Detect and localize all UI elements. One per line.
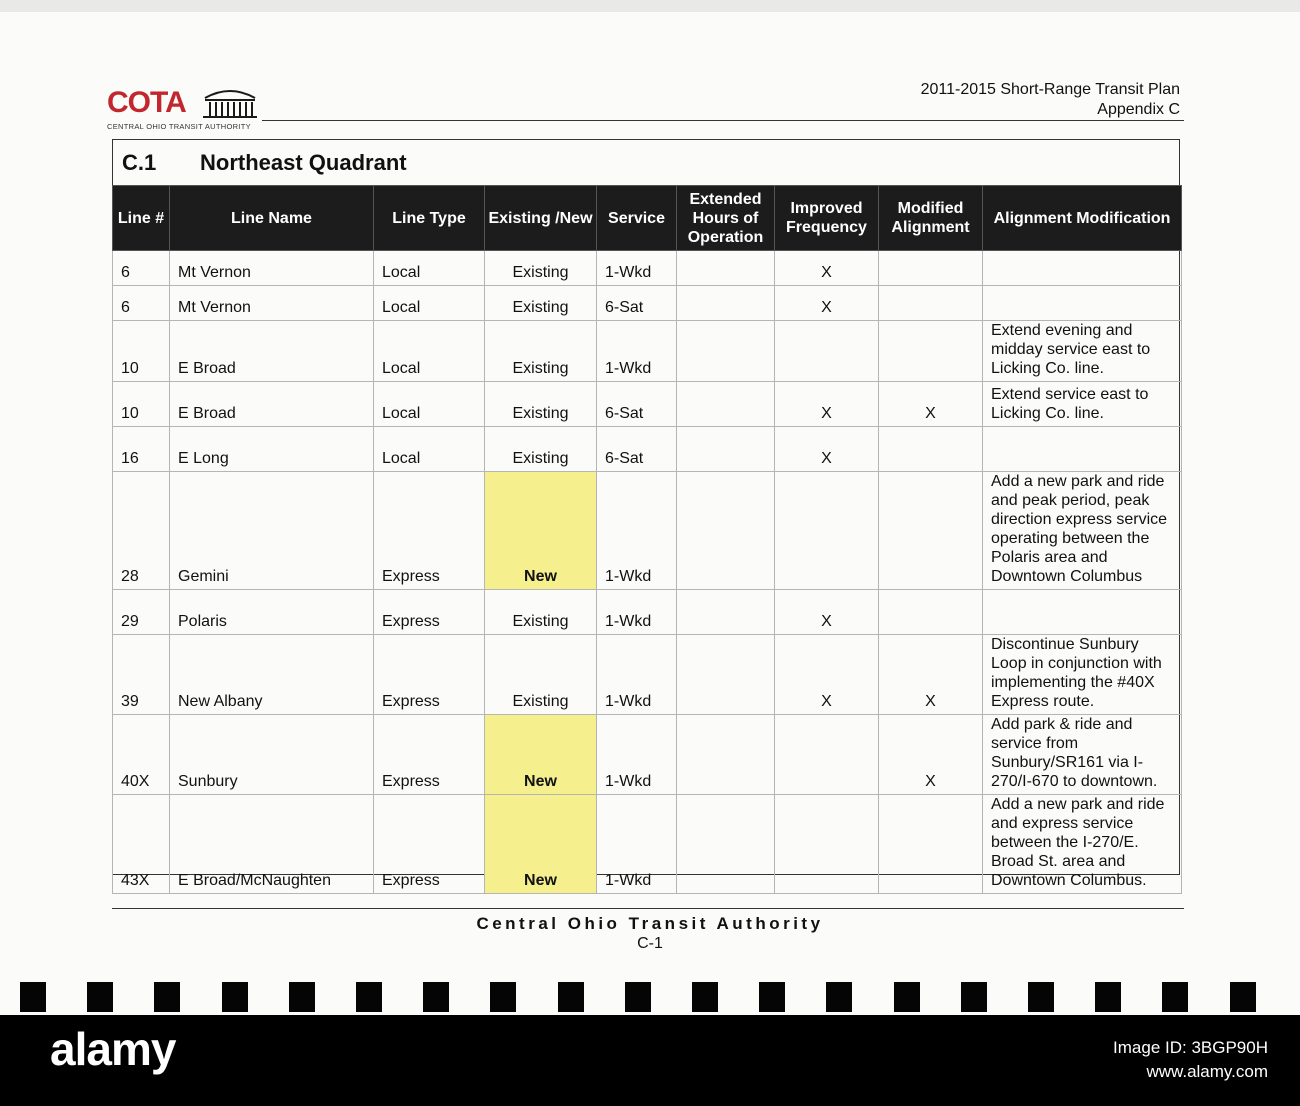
cell-modification bbox=[983, 286, 1182, 321]
cell-line: 6 bbox=[113, 286, 170, 321]
cell-line: 29 bbox=[113, 590, 170, 635]
header-rule bbox=[262, 120, 1184, 121]
cell-improved: X bbox=[775, 286, 879, 321]
cell-name: Mt Vernon bbox=[170, 251, 374, 286]
cell-improved: X bbox=[775, 635, 879, 715]
cell-extended bbox=[677, 382, 775, 427]
table-row bbox=[113, 382, 1182, 427]
cell-type: Express bbox=[374, 472, 485, 590]
binding-hole bbox=[894, 982, 920, 1012]
binding-hole bbox=[1162, 982, 1188, 1012]
cell-extended bbox=[677, 286, 775, 321]
cell-status: New bbox=[485, 795, 597, 894]
cell-modification: Add park & ride and service from Sunbury/SR161 via I-270/I-670 to downtown. bbox=[983, 715, 1182, 795]
cell-type: Express bbox=[374, 715, 485, 795]
cell-type: Local bbox=[374, 286, 485, 321]
cell-status: Existing bbox=[485, 382, 597, 427]
cell-service: 1-Wkd bbox=[597, 590, 677, 635]
table-row bbox=[113, 715, 1182, 795]
cell-name: E Broad/McNaughten bbox=[170, 795, 374, 894]
cell-modified bbox=[879, 472, 983, 590]
cell-status: Existing bbox=[485, 427, 597, 472]
cell-service: 6-Sat bbox=[597, 286, 677, 321]
cell-extended bbox=[677, 635, 775, 715]
cell-modification bbox=[983, 427, 1182, 472]
cell-modification: Extend service east to Licking Co. line. bbox=[983, 382, 1182, 427]
section-number: C.1 bbox=[122, 150, 157, 175]
cell-status: Existing bbox=[485, 251, 597, 286]
column-header: Improved Frequency bbox=[775, 186, 879, 251]
cell-improved: X bbox=[775, 590, 879, 635]
binding-hole bbox=[1095, 982, 1121, 1012]
appendix-label: Appendix C bbox=[1097, 101, 1180, 118]
cell-modification: Add a new park and ride and peak period, peak direction express service operating between the Polaris area and Downtown Columbus bbox=[983, 472, 1182, 590]
cell-improved bbox=[775, 321, 879, 382]
cell-service: 6-Sat bbox=[597, 427, 677, 472]
cell-improved bbox=[775, 715, 879, 795]
cell-status: New bbox=[485, 472, 597, 590]
cell-improved bbox=[775, 472, 879, 590]
cell-line: 40X bbox=[113, 715, 170, 795]
column-header: Line Type bbox=[374, 186, 485, 251]
watermark-brand: alamy bbox=[50, 1023, 176, 1075]
cell-name: New Albany bbox=[170, 635, 374, 715]
binding-hole bbox=[759, 982, 785, 1012]
binding-hole bbox=[826, 982, 852, 1012]
binding-hole bbox=[490, 982, 516, 1012]
cell-type: Express bbox=[374, 635, 485, 715]
logo-text: COTA bbox=[107, 86, 186, 119]
table-row bbox=[113, 427, 1182, 472]
cell-line: 43X bbox=[113, 795, 170, 894]
binding-hole bbox=[154, 982, 180, 1012]
logo-subtitle: CENTRAL OHIO TRANSIT AUTHORITY bbox=[107, 122, 251, 131]
quadrant-table bbox=[112, 185, 1182, 894]
cell-modified bbox=[879, 286, 983, 321]
cell-extended bbox=[677, 427, 775, 472]
section-heading bbox=[122, 150, 407, 176]
binding-hole bbox=[1230, 982, 1256, 1012]
column-header: Line # bbox=[113, 186, 170, 251]
binding-hole bbox=[356, 982, 382, 1012]
cell-line: 28 bbox=[113, 472, 170, 590]
cell-line: 16 bbox=[113, 427, 170, 472]
cell-extended bbox=[677, 472, 775, 590]
cell-type: Local bbox=[374, 321, 485, 382]
cell-status: Existing bbox=[485, 590, 597, 635]
section-title: Northeast Quadrant bbox=[200, 150, 407, 175]
cell-extended bbox=[677, 715, 775, 795]
column-header: Modified Alignment bbox=[879, 186, 983, 251]
binding-hole bbox=[1028, 982, 1054, 1012]
cell-modification bbox=[983, 590, 1182, 635]
cell-status: Existing bbox=[485, 286, 597, 321]
cell-modified: X bbox=[879, 635, 983, 715]
cell-modified bbox=[879, 427, 983, 472]
watermark-bar bbox=[0, 1015, 1300, 1106]
watermark-image-id: Image ID: 3BGP90H bbox=[1113, 1038, 1268, 1057]
plan-title: 2011-2015 Short-Range Transit Plan bbox=[920, 81, 1180, 98]
column-header: Service bbox=[597, 186, 677, 251]
cell-extended bbox=[677, 795, 775, 894]
cell-modification: Extend evening and midday service east to Licking Co. line. bbox=[983, 321, 1182, 382]
cell-improved bbox=[775, 795, 879, 894]
page-top-edge bbox=[0, 0, 1300, 12]
cell-service: 1-Wkd bbox=[597, 472, 677, 590]
column-header: Line Name bbox=[170, 186, 374, 251]
cota-logo bbox=[107, 86, 267, 136]
table-row bbox=[113, 635, 1182, 715]
cell-line: 10 bbox=[113, 321, 170, 382]
cell-service: 1-Wkd bbox=[597, 795, 677, 894]
cell-modified: X bbox=[879, 382, 983, 427]
column-header: Extended Hours of Operation bbox=[677, 186, 775, 251]
table-row bbox=[113, 286, 1182, 321]
cell-name: E Long bbox=[170, 427, 374, 472]
binding-hole bbox=[625, 982, 651, 1012]
cell-type: Local bbox=[374, 427, 485, 472]
cell-modification: Discontinue Sunbury Loop in conjunction with implementing the #40X Express route. bbox=[983, 635, 1182, 715]
cell-status: Existing bbox=[485, 321, 597, 382]
cell-service: 6-Sat bbox=[597, 382, 677, 427]
footer-organization: Central Ohio Transit Authority bbox=[476, 914, 824, 933]
binding-hole bbox=[222, 982, 248, 1012]
cell-improved: X bbox=[775, 251, 879, 286]
table-row bbox=[113, 321, 1182, 382]
table-row bbox=[113, 472, 1182, 590]
cell-name: E Broad bbox=[170, 321, 374, 382]
cell-extended bbox=[677, 590, 775, 635]
cell-modified bbox=[879, 321, 983, 382]
cell-name: Sunbury bbox=[170, 715, 374, 795]
cell-modified: X bbox=[879, 715, 983, 795]
binding-hole bbox=[20, 982, 46, 1012]
footer-rule bbox=[112, 908, 1184, 909]
binding-hole bbox=[87, 982, 113, 1012]
cell-type: Local bbox=[374, 382, 485, 427]
cell-name: Polaris bbox=[170, 590, 374, 635]
binding-hole bbox=[289, 982, 315, 1012]
cell-modified bbox=[879, 590, 983, 635]
capitol-building-icon bbox=[201, 88, 259, 118]
table-body bbox=[113, 251, 1182, 894]
cell-name: Mt Vernon bbox=[170, 286, 374, 321]
binding-hole bbox=[423, 982, 449, 1012]
table-row bbox=[113, 795, 1182, 894]
table-header-row bbox=[113, 186, 1182, 251]
binding-holes bbox=[0, 982, 1300, 1012]
cell-line: 6 bbox=[113, 251, 170, 286]
cell-name: Gemini bbox=[170, 472, 374, 590]
plan-header bbox=[921, 80, 1180, 120]
cell-extended bbox=[677, 321, 775, 382]
watermark-url: www.alamy.com bbox=[1146, 1062, 1268, 1081]
cell-modified bbox=[879, 795, 983, 894]
cell-type: Express bbox=[374, 795, 485, 894]
cell-modification: Add a new park and ride and express service between the I-270/E. Broad St. area and Downtown Columbus. bbox=[983, 795, 1182, 894]
column-header: Existing /New bbox=[485, 186, 597, 251]
cell-service: 1-Wkd bbox=[597, 321, 677, 382]
binding-hole bbox=[692, 982, 718, 1012]
cell-line: 10 bbox=[113, 382, 170, 427]
footer-page-number: C-1 bbox=[637, 935, 663, 952]
cell-extended bbox=[677, 251, 775, 286]
cell-status: Existing bbox=[485, 635, 597, 715]
binding-hole bbox=[558, 982, 584, 1012]
cell-type: Express bbox=[374, 590, 485, 635]
cell-line: 39 bbox=[113, 635, 170, 715]
cell-type: Local bbox=[374, 251, 485, 286]
cell-service: 1-Wkd bbox=[597, 251, 677, 286]
cell-modified bbox=[879, 251, 983, 286]
cell-name: E Broad bbox=[170, 382, 374, 427]
table-row bbox=[113, 251, 1182, 286]
column-header: Alignment Modification bbox=[983, 186, 1182, 251]
table-row bbox=[113, 590, 1182, 635]
cell-modification bbox=[983, 251, 1182, 286]
cell-status: New bbox=[485, 715, 597, 795]
cell-improved: X bbox=[775, 382, 879, 427]
cell-improved: X bbox=[775, 427, 879, 472]
cell-service: 1-Wkd bbox=[597, 635, 677, 715]
cell-service: 1-Wkd bbox=[597, 715, 677, 795]
binding-hole bbox=[961, 982, 987, 1012]
